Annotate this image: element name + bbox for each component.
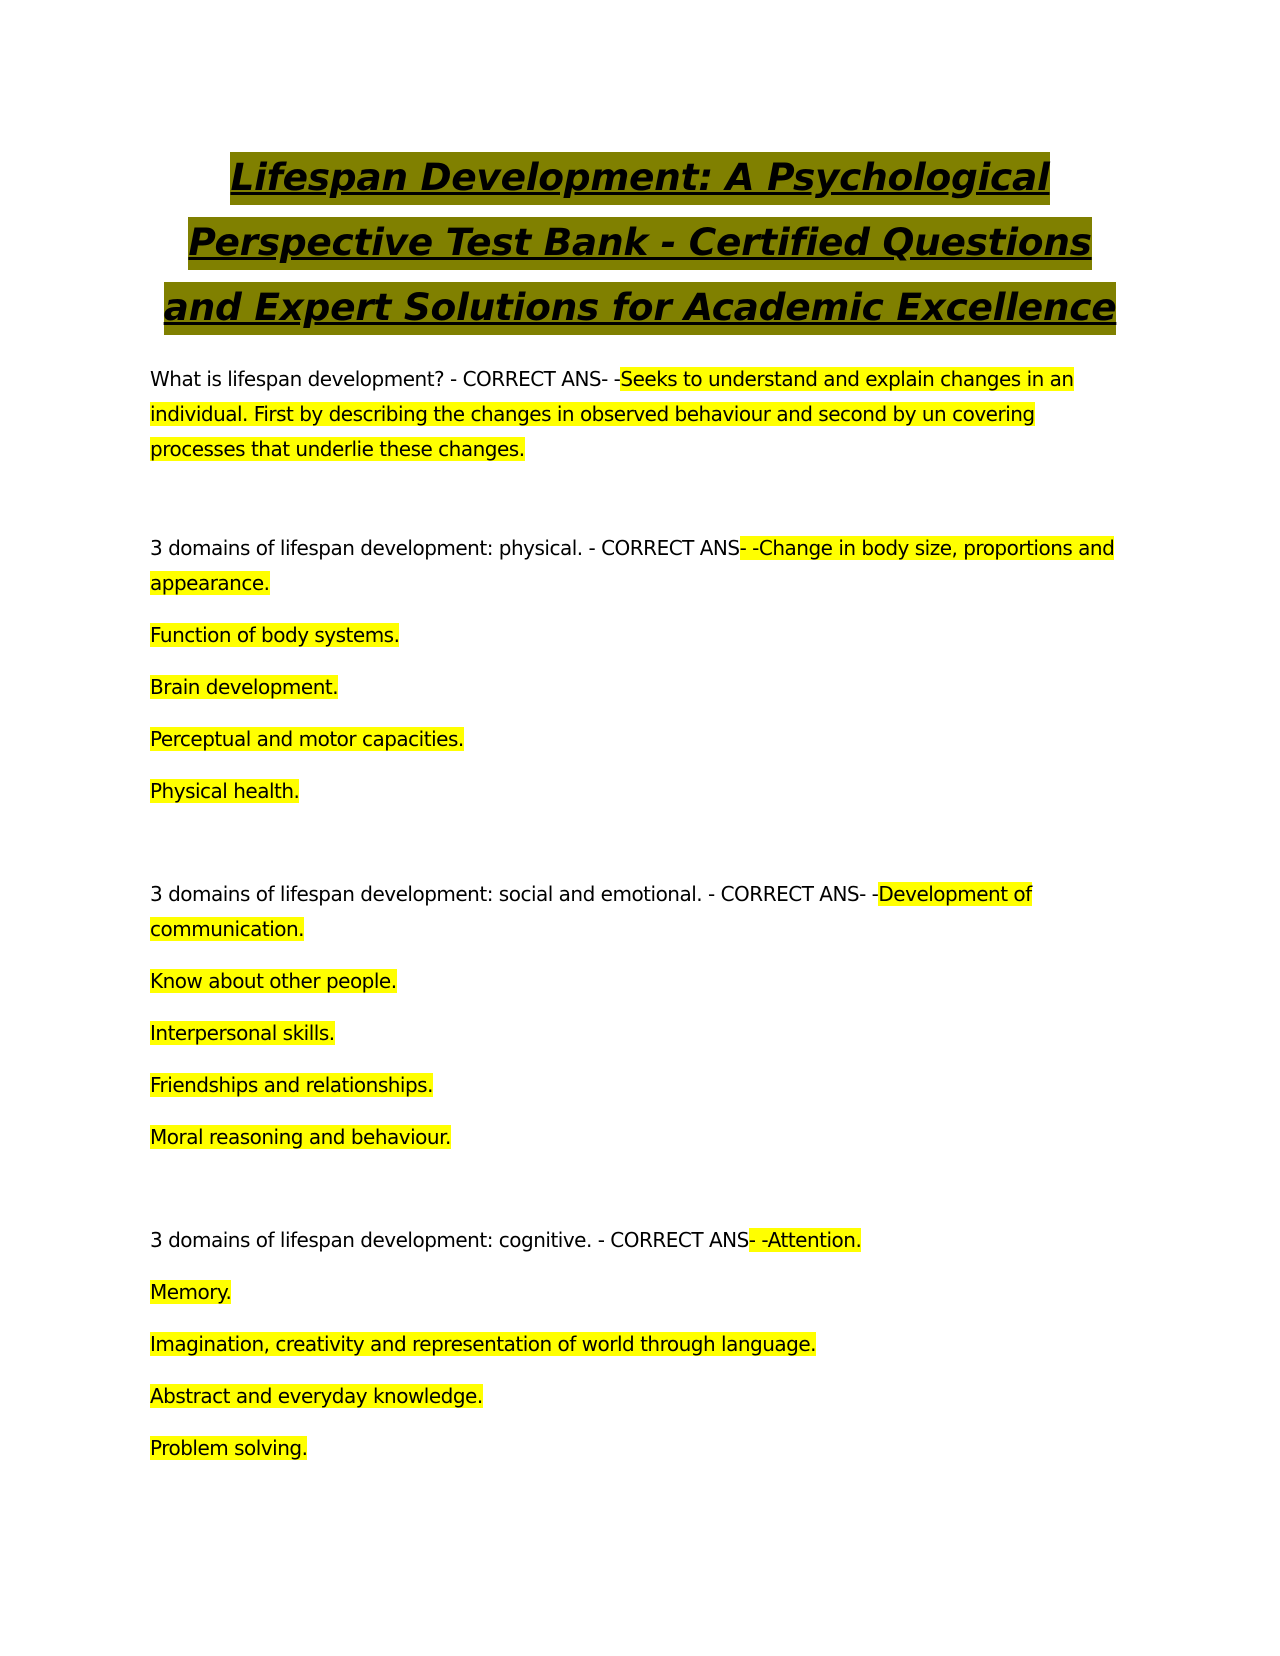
answer-line: Memory. <box>150 1280 232 1304</box>
qa-paragraph <box>150 531 1130 601</box>
question-text: 3 domains of lifespan development: cognitive. - CORRECT ANS <box>150 1228 749 1252</box>
answer-text: Seeks to understand and explain changes in an individual. First by describing the changes in observed behaviour and second by un covering processes that underlie these changes. <box>150 367 1074 461</box>
answer-line: Physical health. <box>150 779 300 803</box>
answer-line: Abstract and everyday knowledge. <box>150 1384 483 1408</box>
question-text: 3 domains of lifespan development: social and emotional. - CORRECT ANS- - <box>150 882 879 906</box>
qa-block <box>150 531 1130 809</box>
answer-line: Imagination, creativity and representation of world through language. <box>150 1332 817 1356</box>
answer-line: Problem solving. <box>150 1436 308 1460</box>
title-line-1: Lifespan Development: A Psychological <box>230 152 1049 205</box>
answer-line: Moral reasoning and behaviour. <box>150 1125 451 1149</box>
qa-block <box>150 1223 1130 1466</box>
qa-block <box>150 362 1130 467</box>
qa-paragraph <box>150 877 1130 947</box>
answer-line: Brain development. <box>150 675 339 699</box>
document-title <box>150 145 1130 340</box>
title-line-2: Perspective Test Bank - Certified Questions <box>188 217 1091 270</box>
question-text: What is lifespan development? - CORRECT ANS- - <box>150 367 621 391</box>
answer-line: Interpersonal skills. <box>150 1021 335 1045</box>
question-text: 3 domains of lifespan development: physical. - CORRECT ANS <box>150 536 740 560</box>
answer-text: - -Change in body size, proportions and appearance. <box>150 536 1115 595</box>
answer-line: Function of body systems. <box>150 623 400 647</box>
answer-line: Friendships and relationships. <box>150 1073 433 1097</box>
answer-text: Development of communication. <box>150 882 1032 941</box>
qa-paragraph <box>150 362 1130 467</box>
answer-line: Perceptual and motor capacities. <box>150 727 464 751</box>
title-line-3: and Expert Solutions for Academic Excellence <box>164 282 1117 335</box>
answer-text: - -Attention. <box>748 1228 862 1252</box>
qa-block <box>150 877 1130 1155</box>
qa-paragraph <box>150 1223 1130 1258</box>
document-page <box>150 145 1130 1466</box>
answer-line: Know about other people. <box>150 969 397 993</box>
